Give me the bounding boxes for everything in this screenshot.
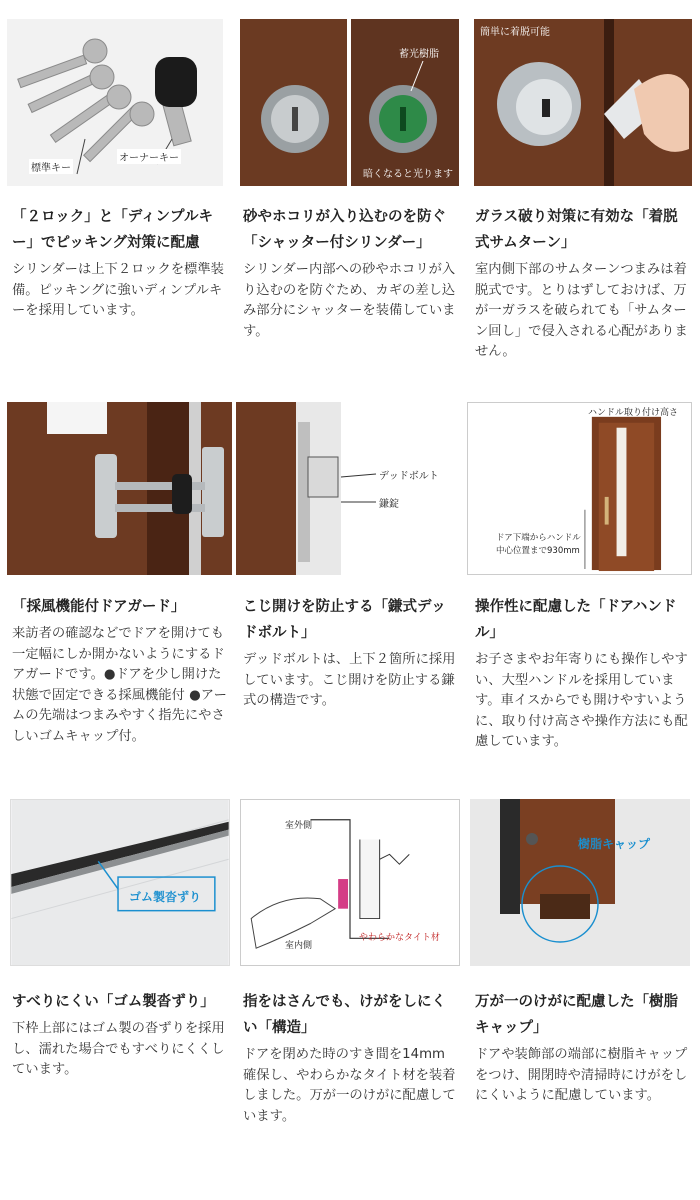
feature-body-9: ドアや装飾部の端部に樹脂キャップをつけ、開閉時や清掃時にけがをしにくいように配慮しています。 xyxy=(475,1047,688,1103)
feature-title-6: 操作性に配慮した「ドアハンドル」 xyxy=(475,599,677,641)
feature-title-4: 「採風機能付ドアガード」 xyxy=(12,599,186,615)
feature-title-1: 「２ロック」と「ディンプルキー」でピッキング対策に配慮 xyxy=(12,209,213,251)
feature-title-7: すべりにくい「ゴム製沓ずり」 xyxy=(12,994,215,1010)
feature-body-1: シリンダーは上下２ロックを標準装備。ピッキングに強いディンプルキーを採用しています。 xyxy=(12,262,224,318)
feature-body-5: デッドボルトは、上下２箇所に採用しています。こじ開けを防止する鎌式の構造です。 xyxy=(243,652,456,708)
label-hook: 鎌錠 xyxy=(379,499,399,510)
label-handle-height: ハンドル取り付け高さ xyxy=(588,408,679,418)
label-luminous: 蓄光樹脂 xyxy=(399,49,439,60)
feature-title-9: 万が一のけがに配慮した「樹脂キャップ」 xyxy=(475,994,678,1036)
feature-body-2: シリンダー内部への砂やホコリが入り込むのを防ぐため、カギの差し込み部分にシャッターを装備しています。 xyxy=(243,262,456,339)
keys-photo xyxy=(7,19,223,186)
feature-body-4: 来訪者の確認などでドアを開けても一定幅にしか開かないようにするドアガードです。●ドアを少し開けた状態で固定できる採風機能付 ●アームの先端はつまみやすく指先にやさしいゴムキャップ付。 xyxy=(12,626,227,744)
feature-body-6: お子さまやお年寄りにも操作しやすい、大型ハンドルを採用しています。車イスからでも開けやすいように、取り付け高さや操作方法にも配慮しています。 xyxy=(475,652,688,749)
rubber-sill-photo xyxy=(10,799,230,966)
feature-body-7: 下枠上部にはゴム製の沓ずりを採用し、濡れた場合でもすべりにくくしています。 xyxy=(12,1021,225,1077)
label-resin-cap: 樹脂キャップ xyxy=(578,837,651,851)
cylinder-photo-right xyxy=(351,19,459,186)
feature-body-3: 室内側下部のサムターンつまみは着脱式です。とりはずしておけば、万が一ガラスを破られても「サムターン回し」で侵入される心配がありません。 xyxy=(475,262,688,359)
label-standard-key: 標準キー xyxy=(29,159,73,174)
thumbturn-photo xyxy=(474,19,692,186)
feature-text-4 xyxy=(12,594,230,747)
feature-text-1 xyxy=(12,204,227,322)
feature-text-5 xyxy=(243,594,458,712)
feature-title-8: 指をはさんでも、けがをしにくい「構造」 xyxy=(243,994,446,1036)
feature-body-8: ドアを閉めた時のすき間を14mm確保し、やわらかなタイト材を装着しました。万が一のけがに配慮しています。 xyxy=(243,1047,456,1124)
label-rubber-sill: ゴム製沓ずり xyxy=(129,890,202,904)
label-inside: 室内側 xyxy=(285,941,313,951)
feature-text-8 xyxy=(243,989,458,1127)
label-owner-key: オーナーキー xyxy=(117,149,181,164)
label-glow: 暗くなると光ります xyxy=(363,169,453,180)
feature-text-2 xyxy=(243,204,458,342)
feature-title-5: こじ開けを防止する「鎌式デッドボルト」 xyxy=(243,599,446,641)
label-deadbolt: デッドボルト xyxy=(379,471,439,482)
label-handle-note2: 中心位置まで930mm xyxy=(496,546,580,556)
label-soft-material: やわらかなタイト材 xyxy=(359,933,440,943)
label-handle-note1: ドア下端からハンドル xyxy=(496,533,581,543)
label-detachable: 簡単に着脱可能 xyxy=(480,27,550,38)
door-guard-photo xyxy=(7,402,232,575)
feature-title-2: 砂やホコリが入り込むのを防ぐ「シャッター付シリンダー」 xyxy=(243,209,446,251)
label-outside: 室外側 xyxy=(285,821,313,831)
feature-text-6 xyxy=(475,594,690,753)
feature-text-3 xyxy=(475,204,690,363)
feature-text-9 xyxy=(475,989,690,1107)
deadbolt-photo xyxy=(236,402,461,575)
finger-gap-diagram xyxy=(240,799,460,966)
door-handle-illustration xyxy=(467,402,692,575)
resin-cap-photo xyxy=(470,799,690,966)
feature-title-3: ガラス破り対策に有効な「着脱式サムターン」 xyxy=(475,209,678,251)
feature-text-7 xyxy=(12,989,230,1081)
cylinder-photo-left xyxy=(240,19,347,186)
